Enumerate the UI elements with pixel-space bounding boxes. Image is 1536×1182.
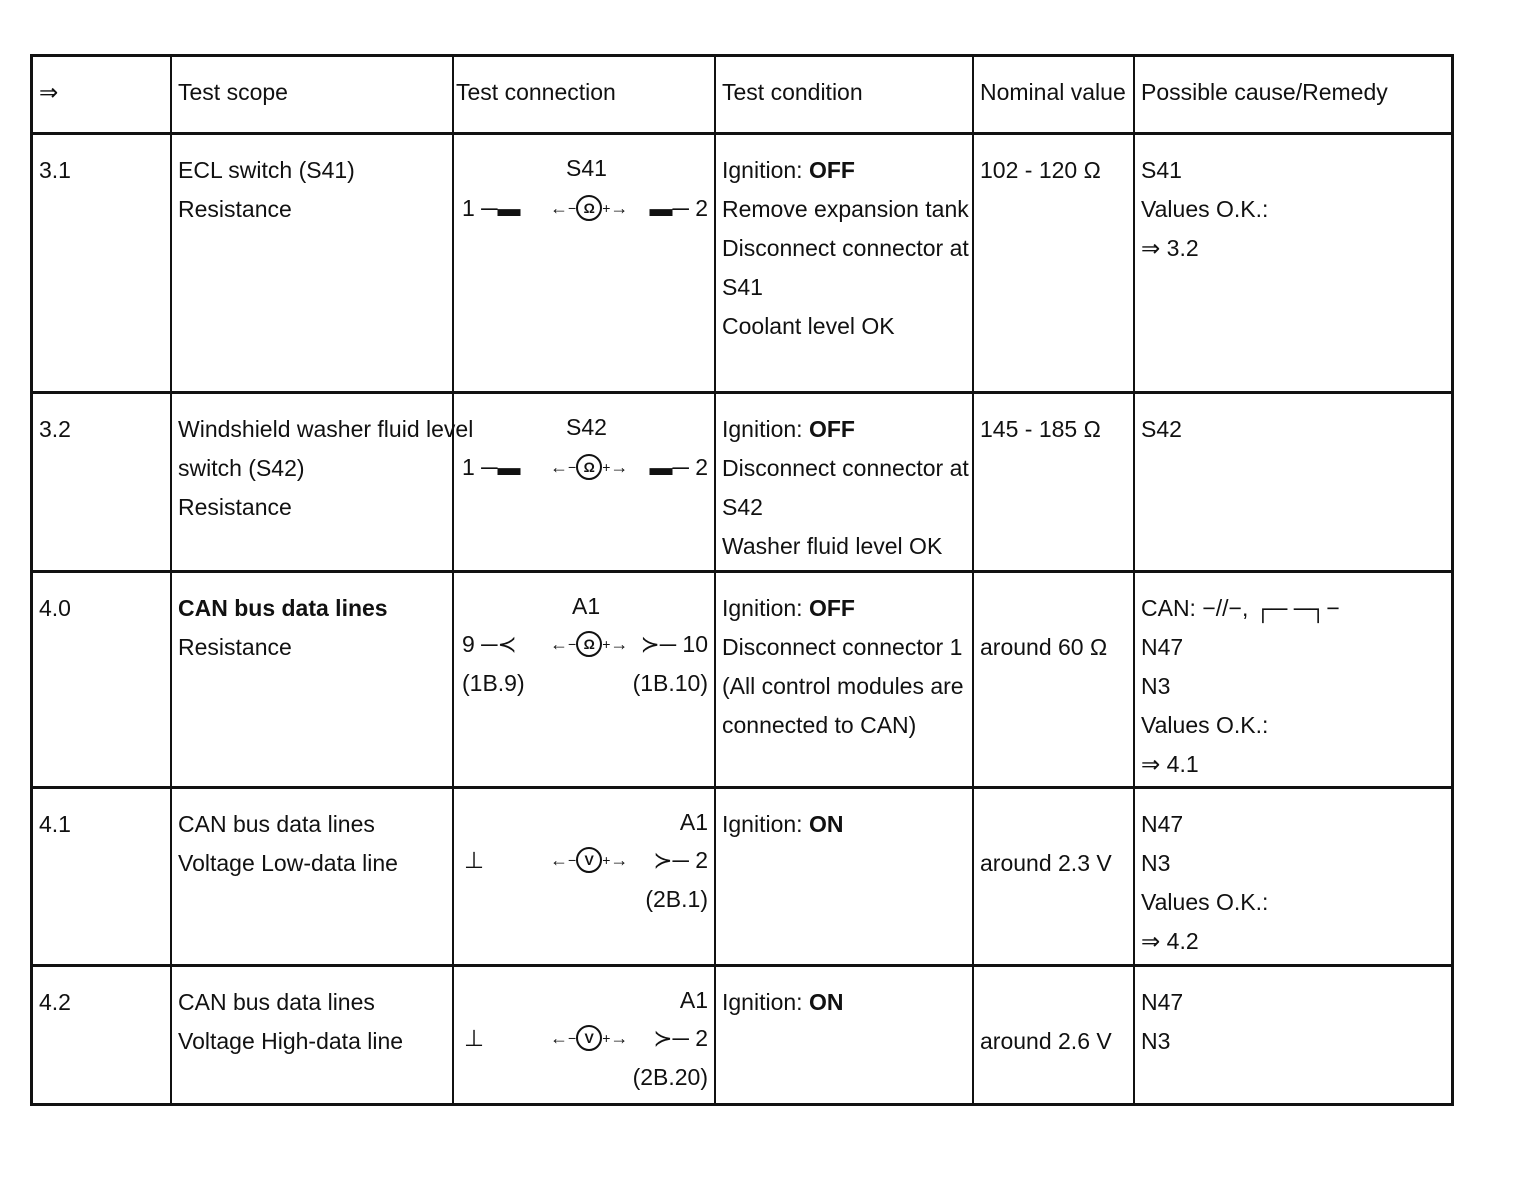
test-connection: [454, 135, 716, 391]
ground-icon: ⊥: [464, 1025, 485, 1051]
table-row: [33, 573, 1451, 789]
header-nominal-value: Nominal value: [974, 57, 1135, 132]
remedy-link[interactable]: ⇒ 4.2: [1141, 928, 1199, 954]
nominal-value-text: around 2.3 V: [980, 850, 1112, 876]
pin-right-sub: (2B.20): [632, 1064, 708, 1090]
remedy-line: N47: [1141, 634, 1184, 660]
test-scope: [172, 573, 454, 786]
possible-cause: [1135, 573, 1451, 786]
pin-right: ≻─ 2: [653, 1025, 708, 1051]
test-table: [30, 54, 1454, 1106]
scope-line: Voltage Low-data line: [178, 850, 398, 876]
remedy-line: N3: [1141, 673, 1171, 699]
pin-right: ≻─ 10: [640, 631, 708, 657]
ignition-line: Ignition: ON: [722, 989, 844, 1015]
component-label: S42: [566, 414, 607, 440]
test-condition: [716, 573, 974, 786]
table-row: [33, 394, 1451, 573]
possible-cause: [1135, 967, 1451, 1103]
nominal-value: 145 - 185 Ω: [974, 394, 1135, 570]
remedy-link[interactable]: ⇒ 3.2: [1141, 235, 1199, 261]
header-test-condition: Test condition: [716, 57, 974, 132]
voltmeter-icon: ← − V + →: [550, 845, 628, 875]
scope-line: Resistance: [178, 494, 292, 520]
remedy-line: N47: [1141, 811, 1184, 837]
ohmmeter-icon: ← − Ω + →: [550, 629, 628, 659]
table-row: [33, 967, 1451, 1103]
condition-line: Washer fluid level OK: [722, 533, 943, 559]
table-row: [33, 135, 1451, 394]
pin-left-sub: (1B.9): [462, 670, 525, 696]
possible-cause: [1135, 394, 1451, 570]
step-number: 3.2: [33, 394, 172, 570]
condition-line: S41: [722, 274, 763, 300]
pin-right-sub: (1B.10): [632, 670, 708, 696]
possible-cause: [1135, 789, 1451, 964]
ground-icon: ⊥: [464, 847, 485, 873]
nominal-value-text: around 60 Ω: [980, 634, 1108, 660]
condition-line: Disconnect connector at: [722, 235, 969, 261]
remedy-line: Values O.K.:: [1141, 196, 1269, 222]
test-scope: [172, 789, 454, 964]
nominal-value: [974, 789, 1135, 964]
header-test-connection: [454, 57, 716, 132]
test-scope: [172, 394, 474, 570]
remedy-line: N3: [1141, 1028, 1171, 1054]
pin-right-sub: (2B.1): [645, 886, 708, 912]
remedy-line: S42: [1141, 416, 1182, 442]
step-number: 4.2: [33, 967, 172, 1103]
test-condition: [716, 789, 974, 964]
test-condition: [716, 135, 974, 391]
test-condition: [716, 967, 974, 1103]
step-number: 4.0: [33, 573, 172, 786]
scope-line: switch (S42): [178, 455, 305, 481]
scope-line: ECL switch (S41): [178, 157, 355, 183]
condition-line: S42: [722, 494, 763, 520]
header-test-connection-label: Test connection: [456, 79, 616, 105]
header-test-scope: Test scope: [172, 57, 454, 132]
ignition-line: Ignition: OFF: [722, 416, 855, 442]
nominal-value: [974, 967, 1135, 1103]
ignition-line: Ignition: OFF: [722, 157, 855, 183]
ignition-line: Ignition: ON: [722, 811, 844, 837]
ohmmeter-icon: ← − Ω + →: [550, 193, 628, 223]
test-connection: [454, 394, 716, 570]
test-connection: [454, 789, 716, 964]
scope-line: Resistance: [178, 196, 292, 222]
component-label: A1: [679, 809, 708, 835]
test-connection: [454, 573, 716, 786]
table-header-row: [33, 57, 1451, 135]
ignition-line: Ignition: OFF: [722, 595, 855, 621]
header-arrow: ⇒: [33, 57, 172, 132]
pin-right: ▬─ 2: [649, 195, 708, 221]
component-label: A1: [679, 987, 708, 1013]
remedy-line: Values O.K.:: [1141, 712, 1269, 738]
component-label: S41: [566, 155, 607, 181]
pin-left: 9 ─≺: [462, 631, 517, 657]
condition-line: Coolant level OK: [722, 313, 895, 339]
condition-line: Remove expansion tank: [722, 196, 969, 222]
remedy-line: Values O.K.:: [1141, 889, 1269, 915]
pin-right: ≻─ 2: [653, 847, 708, 873]
component-label: A1: [572, 593, 601, 619]
condition-line: Disconnect connector 1: [722, 634, 963, 660]
voltmeter-icon: ← − V + →: [550, 1023, 628, 1053]
step-number: 4.1: [33, 789, 172, 964]
step-number: 3.1: [33, 135, 172, 391]
scope-line: Resistance: [178, 634, 292, 660]
ohmmeter-icon: ← − Ω + →: [550, 452, 628, 482]
test-scope: [172, 967, 454, 1103]
test-scope: [172, 135, 454, 391]
scope-line-bold: CAN bus data lines: [178, 595, 388, 621]
remedy-line: CAN: −//−, ┌─ ─┐−: [1141, 595, 1340, 621]
scope-line: CAN bus data lines: [178, 989, 375, 1015]
test-condition: [716, 394, 974, 570]
condition-line: Disconnect connector at: [722, 455, 969, 481]
scope-line: CAN bus data lines: [178, 811, 375, 837]
pin-left: 1 ─▬: [462, 195, 521, 221]
condition-line: connected to CAN): [722, 712, 917, 738]
remedy-line: N47: [1141, 989, 1184, 1015]
nominal-value: [974, 573, 1135, 786]
remedy-link[interactable]: ⇒ 4.1: [1141, 751, 1199, 777]
table-row: [33, 789, 1451, 967]
nominal-value-text: around 2.6 V: [980, 1028, 1112, 1054]
condition-line: (All control modules are: [722, 673, 964, 699]
scope-line: Voltage High-data line: [178, 1028, 404, 1054]
test-connection: [454, 967, 716, 1103]
scope-line: Windshield washer fluid level: [178, 416, 474, 442]
possible-cause: [1135, 135, 1451, 391]
pin-right: ▬─ 2: [649, 454, 708, 480]
nominal-value: 102 - 120 Ω: [974, 135, 1135, 391]
pin-left: 1 ─▬: [462, 454, 521, 480]
remedy-line: S41: [1141, 157, 1182, 183]
header-possible-cause: Possible cause/Remedy: [1141, 79, 1388, 105]
remedy-line: N3: [1141, 850, 1171, 876]
